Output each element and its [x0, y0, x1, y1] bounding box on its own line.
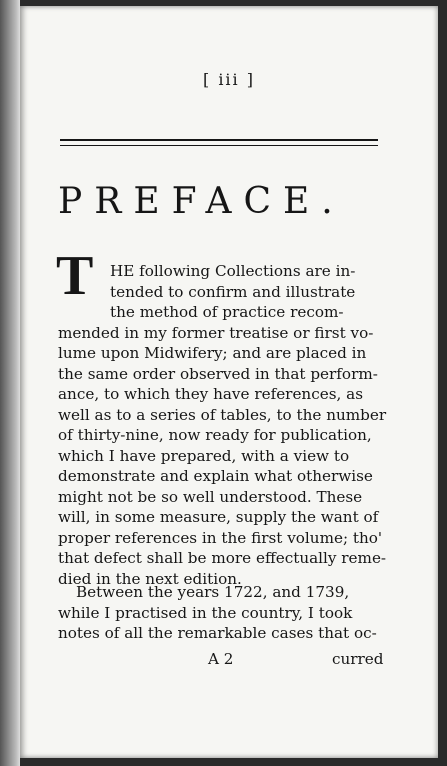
- text-line: HE following Collections are in-: [110, 262, 356, 280]
- text-line: which I have prepared, with a view to: [58, 446, 350, 465]
- catchword: curred: [332, 650, 384, 668]
- page-number: [ iii ]: [202, 70, 255, 89]
- text-line: of thirty-nine, now ready for publication,: [58, 426, 372, 444]
- text-line: tended to confirm and illustrate: [110, 282, 356, 301]
- text-line: will, in some measure, supply the want of: [58, 508, 379, 526]
- drop-cap: T: [56, 245, 94, 307]
- text-line: the same order observed in that perform-: [58, 364, 378, 383]
- book-spine: [0, 0, 20, 766]
- double-rule-thick: [60, 139, 378, 141]
- page-title: PREFACE.: [58, 181, 345, 222]
- preface-paragraph-2: [58, 582, 380, 644]
- text-line: died in the next edition.: [58, 569, 242, 588]
- text-line: well as to a series of tables, to the number: [58, 405, 387, 424]
- text-line: Between the years 1722, and 1739,: [76, 583, 350, 601]
- text-line: that defect shall be more effectually reme-: [58, 549, 387, 567]
- text-line: lume upon Midwifery; and are placed in: [58, 344, 367, 362]
- signature-mark: A 2: [208, 650, 234, 668]
- text-line: mended in my former treatise or first vo-: [58, 323, 374, 342]
- double-rule-thin: [60, 145, 378, 146]
- book-page: [20, 6, 438, 758]
- text-line: ance, to which they have references, as: [58, 385, 364, 403]
- preface-paragraph-1: [58, 261, 387, 589]
- text-line: while I practised in the country, I took: [58, 603, 353, 622]
- text-line: the method of practice recom-: [110, 303, 344, 321]
- text-line: might not be so well understood. These: [58, 487, 363, 506]
- text-line: proper references in the first volume; tho': [58, 528, 383, 547]
- text-line: demonstrate and explain what otherwise: [58, 467, 373, 485]
- text-line: notes of all the remarkable cases that oc-: [58, 624, 377, 642]
